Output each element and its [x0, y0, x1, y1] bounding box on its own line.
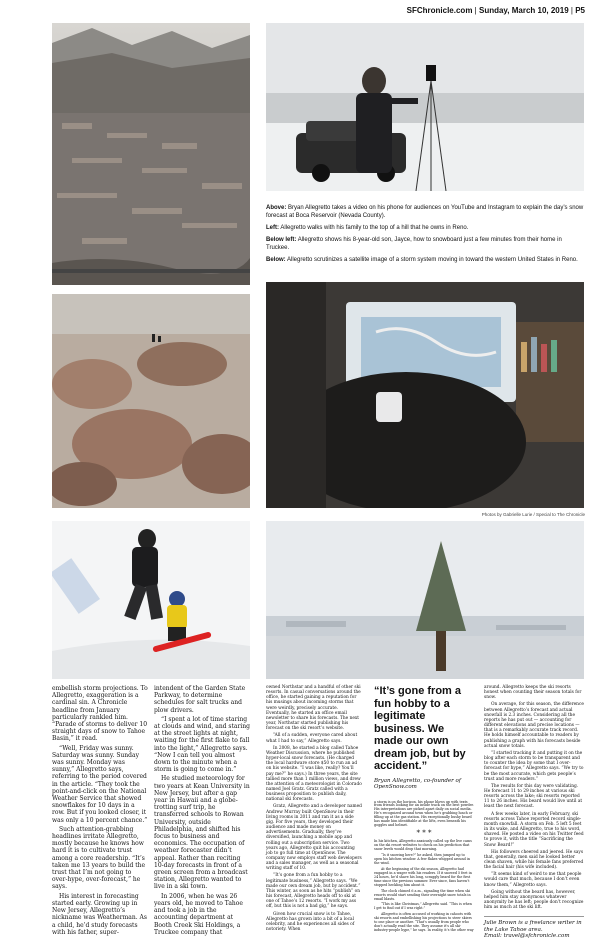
- column-paragraph: In 2008, he started a blog called Tahoe Weather Discussion, where he published hyper-local snow forecasts. (He charged the local hardware store $50 to run an ad on his website. “I was like, really? You’ll pay me?” he says.) In three years, the site tallied more than 1 million views, and drew the attention of a meteorologist in Colorado named Joel Gratz. Gratz called with a business proposition to publish daily, national ski forecasts.: [266, 745, 362, 803]
- column-paragraph: He studied meteorology for two years at Kean University in New Jersey, but after a gap year in Hawaii and a globe-trotting surf trip, he transferred schools to Rowan University, outside Philadelphia, and shifted his focus to business and economics. The occupation of weather forecaster didn’t appeal. Rather than reciting 10-day forecasts in front of a green screen from a broadcast station, Allegretto wanted to live in a ski town.: [154, 775, 250, 891]
- author-bio: Julie Brown is a freelance writer in the Lake Tahoe area.: [484, 920, 582, 933]
- snow-tree-image: [266, 521, 584, 679]
- column-paragraph: “All of a sudden, everyone cared about what I had to say,” Allegretto says.: [266, 733, 358, 744]
- photo-captions: [266, 204, 584, 268]
- snowboard-lesson-image: [52, 521, 250, 679]
- computer-desk-image: [266, 282, 584, 508]
- photo-snow-field: [266, 521, 584, 679]
- column-paragraph: Going without the beard has, however, helped him stay anonymous whatever anonymity he has left; people don’t recognize him as much at the ski lift.: [484, 889, 584, 911]
- caption-label: Left:: [266, 225, 279, 231]
- column-paragraph: “It seems kind of weird to me that people would care that much, because I don’t even know them,” Allegretto says.: [484, 872, 582, 888]
- column-paragraph: Allegretto is often accused of working in cahoots with ski resorts and embellishing his projections to steer skiers to one place or another. “That’s usually from people who don’t actually read the site. They assume it’s all ski-industry-people hype,” he says. In reality, it’s the other way: [374, 912, 474, 933]
- header-divider: |: [474, 6, 479, 15]
- caption-text: Allegretto shows his 8-year-old son, Jayce, how to snowboard just a few minutes from their home in Truckee.: [266, 237, 562, 251]
- caption-label: Above:: [266, 205, 287, 211]
- caption-text: Allegretto walks with his family to the top of a hill that he owns in Reno.: [280, 225, 469, 231]
- pull-quote-attribution: Bryan Allegretto, co-founder of OpenSnow.com: [374, 777, 461, 790]
- caption-label: Below left:: [266, 237, 297, 243]
- column-paragraph: “I spent a lot of time staring at clouds and wind, and staring at the street lights at night, waiting for the first flake to fall into the light,” Allegretto says. “Now I can tell you almost down to the minute when a storm is going to come in.”: [154, 715, 250, 774]
- page-header: [407, 6, 585, 15]
- header-date: Sunday, March 10, 2019: [478, 6, 569, 15]
- column-paragraph: On average, for this season, the difference between Allegretto’s forecast and actual snowfall is 2.3 inches. Considering all the reports he has put out — accounting for different elevations and precise locations — that is a remarkably accurate track record. He holds himself accountable to readers by publishing a graph with his forecasts beside actual snow totals.: [484, 702, 584, 749]
- column-paragraph: His followers cheered and jeered. He says that, generally, men said he looked better clean shaven, while his female fans preferred the facial hair (his wife included).: [484, 849, 584, 871]
- header-divider: |: [570, 6, 576, 15]
- caption-text: Bryan Allegretto takes a video on his phone for audiences on YouTube and Instagram to explain the day’s snow forecast at Boca Reservoir (Nevada County).: [266, 205, 584, 219]
- article-column-4: [374, 685, 474, 935]
- section-break-stars: * * *: [416, 829, 432, 838]
- photo-credit: Photos by Gabrielle Lurie / Special to The Chronicle: [481, 512, 585, 517]
- column-paragraph: The clock chimed 6 a.m., signaling the time when ski resorts would start sending their overnight snow totals in email blasts.: [374, 888, 471, 901]
- caption-below: [266, 256, 584, 264]
- article-column-5: [484, 685, 584, 940]
- caption-below-left: [266, 236, 584, 252]
- photo-satellite-computer: [266, 282, 584, 508]
- pull-quote: “It’s gone from a fun hobby to a legitimate business. We made our own dream job, but by accident.”: [374, 685, 466, 772]
- article-column-1: [52, 685, 148, 938]
- column-paragraph: In 2006, when he was 26 years old, he moved to Tahoe and took a job in the accounting department at Booth Creek Ski Holdings, a Truckee company that: [154, 892, 243, 936]
- rocky-hill-image: [52, 294, 250, 508]
- column-paragraph: Gratz, Allegretto and a developer named Andrew Murray built OpenSnow in their living rooms in 2011 and ran it as a side gig. For five years, they developed their audience and made money on advertisements. Gradually, they’ve diversified, launching a mobile app and rolling out a subscription service. Two years ago, Allegretto quit his accounting job to go full time at OpenSnow. The company now employs staff web developers and a sales manager, as well as a seasonal writing staff of 10.: [266, 804, 362, 872]
- column-paragraph: “This is like Christmas,” Allegretto said. “This is when I get to find out if I was right.”: [374, 902, 472, 911]
- photo-reno-hillside: [52, 23, 250, 285]
- photo-family-hill: [52, 294, 250, 508]
- column-paragraph: intendent of the Garden State Parkway, to determine schedules for salt trucks and plow drivers.: [154, 685, 246, 714]
- caption-above: [266, 204, 584, 220]
- article-column-2: [154, 685, 250, 938]
- column-paragraph: Such attention-grabbing headlines irritate Allegretto, mostly because he knows how hard it is to cultivate trust among a core readership. “It’s taken me 13 years to build the trust that I’m not going to over-hype, over-forecast,” he says.: [52, 825, 146, 891]
- caption-label: Below:: [266, 257, 286, 263]
- column-paragraph: His interest in forecasting started early. Growing up in New Jersey, Allegretto’s nickname was Weatherman. As a child, he’d study forecasts with his father, super-: [52, 892, 147, 936]
- column-paragraph: At the beginning of the ski season, Allegretto had engaged in a wager with his readers. If it snowed 5 feet in 24 hours, he’d shave his long, scraggly beard for the first time since the previous summer. Ever since, fans haven’t stopped heckling him about it.: [374, 866, 472, 887]
- reservoir-video-image: [266, 23, 584, 191]
- column-paragraph: “Well, Friday was sunny. Saturday was sunny. Sunday was sunny. Monday was sunny,” Allegretto says, referring to the period covered in the article. “They took the point-and-click on the National Weather Service that showed snowflakes for 10 days in a row. But if you looked closer, it was only a 10 percent chance.”: [52, 744, 148, 824]
- column-paragraph: around. Allegretto keeps the ski resorts honest when counting their season totals for snow.: [484, 685, 582, 701]
- aerial-landscape-image: [52, 23, 250, 285]
- column-paragraph: owned Northstar and a handful of other ski resorts. In casual conversations around the office, he started gaining a reputation for his musings about incoming storms that were weirdly, precisely accurate. Eventually, he started an office email newsletter to share his forecasts. The next year, Northstar started publishing his forecast on the ski resort’s website.: [266, 685, 361, 732]
- column-paragraph: embellish storm projections. To Allegretto, exaggeration is a cardinal sin. A Chronicle headline from January particularly rankled him. “Parade of storms to deliver 10 straight days of snow to Tahoe Basin,” it read.: [52, 685, 148, 743]
- column-paragraph: The results for this day were validating. He forecast 11 to 29 inches at various ski resorts across the lake; ski resorts reported 11 to 26 inches. His beard would live until at least the next forecast.: [484, 783, 583, 810]
- column-paragraph: In his kitchen, Allegretto anxiously called up the live cams on the ski resort websites to check on his prediction that snow levels would drop that morning.: [374, 839, 472, 852]
- column-paragraph: “Is it snowing here?” he asked, then jumped up to open his kitchen window. A few flakes whipped around in the wind.: [374, 852, 470, 865]
- column-paragraph: “It’s gone from a fun hobby to a legitimate business,” Allegretto says. “We made our own dream job, but by accident.” This winter, as soon as he hits “publish” on his forecast, Allegretto heads off to ski at one of Tahoe’s 12 resorts. “I work my ass off, but this is not a bad gig,” he says.: [266, 873, 361, 910]
- photo-phone-video: [266, 23, 584, 191]
- column-paragraph: Given how crucial snow is to Tahoe, Allegretto has grown into a bit of a local celebrity, and he experiences all sides of notoriety. When: [266, 911, 355, 933]
- caption-text: Allegretto scrutinizes a satellite image of a storm system moving in toward the western United States in Reno.: [287, 257, 578, 263]
- column-paragraph: “I started tracking it and putting it on the blog after each storm to be transparent and to counter the idea by some that I over-forecast for hype,” Allegretto says. “We try to be the most accurate, which gets people’s trust and more readers.”: [484, 750, 584, 782]
- site-name: SFChronicle.com: [406, 6, 473, 15]
- photo-snowboarding: [52, 521, 250, 679]
- article-column-3-text: [266, 685, 362, 934]
- column-paragraph: a storm is on the horizon, his phone blows up with texts from friends looking for an inside track on the best powder. His interpretations are picked apart daily on social media. He’s recognized around town when he’s grabbing lunch or filling up at the gas station. His exceptionally bushy beard has made him identifiable at the lifts, even beneath his goggles and helmet.: [374, 799, 474, 828]
- caption-left: [266, 224, 584, 232]
- author-email: Email: travel@sfchronicle.com: [484, 933, 570, 940]
- page-number: P5: [575, 6, 585, 15]
- column-paragraph: A few weeks later, in early February, ski resorts across Tahoe reported record single-month snowfall. A storm on Feb. 5 left 5 feet in its wake, and Allegretto, true to his word, shaved. He posted a video on his Twitter feed to prove it, with the title “Sacrificing the Snow Beard!”: [484, 811, 584, 848]
- author-signature: [484, 916, 584, 940]
